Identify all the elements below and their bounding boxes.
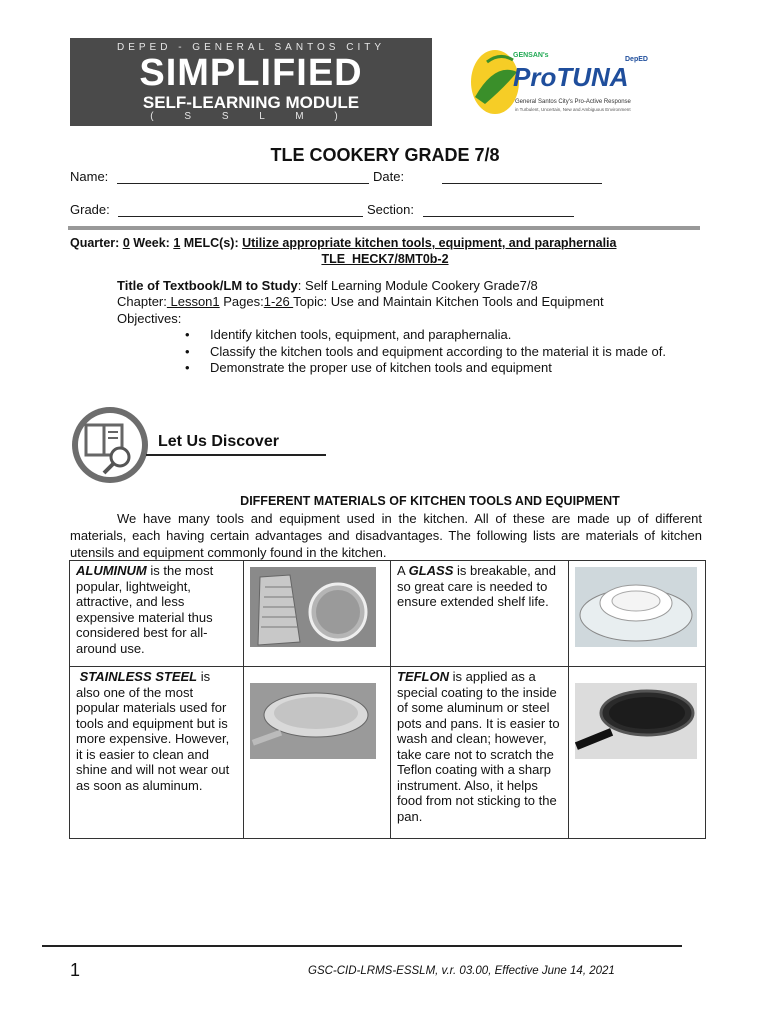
week-value: 1 (173, 236, 181, 250)
banner-main-text: SIMPLIFIED (139, 52, 363, 94)
logo-tuna: TUNA (556, 62, 629, 92)
week-label: Week: (133, 236, 170, 250)
textbook-label: Title of Textbook/LM to Study (117, 278, 298, 293)
logo-pro: Pro (513, 62, 557, 92)
banner-sslm-text: ( S S L M ) (150, 111, 352, 122)
textbook-value: : Self Learning Module Cookery Grade7/8 (297, 278, 538, 293)
melc-code: TLE_HECK7/8MT0b-2 (321, 252, 449, 266)
section-divider (68, 226, 700, 230)
chapter-line (117, 294, 717, 311)
textbook-line (117, 278, 717, 295)
chapter-value: Lesson1 (166, 294, 220, 309)
glass-image-cell (569, 561, 706, 667)
teflon-pan-image (575, 683, 697, 759)
objectives-list (185, 327, 705, 377)
objective-item: • Identify kitchen tools, equipment, and paraphernalia. (185, 327, 512, 342)
stainless-steel-cell: STAINLESS STEEL is also one of the most popular materials used for tools and equipment but is more expensive. However, it is easier to clean and shine and will not wear out as soon as aluminum. (70, 667, 244, 839)
document-title: TLE COOKERY GRADE 7/8 (270, 145, 500, 165)
banner-sub-text: SELF-LEARNING MODULE (142, 93, 360, 112)
date-field[interactable] (442, 171, 602, 184)
aluminum-image-cell (244, 561, 391, 667)
objective-item: • Classify the kitchen tools and equipment according to the material it is made of. (185, 343, 666, 359)
aluminum-grater-strainer-image (250, 567, 376, 647)
protuna-logo (465, 42, 655, 122)
section-title-underline (146, 454, 326, 456)
sslm-banner (70, 38, 432, 126)
quarter-label: Quarter: (70, 236, 120, 250)
pages-label: Pages: (219, 294, 264, 309)
section-field[interactable] (423, 204, 574, 217)
footer-code: GSC-CID-LRMS-ESSLM, v.r. 03.00, Effective June 14, 2021 (308, 965, 615, 977)
logo-protuna-text (513, 62, 629, 93)
grade-label: Grade: (70, 202, 110, 217)
logo-gensan-text: GENSAN's (513, 52, 549, 59)
stainless-pan-image (250, 683, 376, 759)
materials-table (69, 560, 706, 839)
quarter-line (70, 236, 710, 250)
book-search-icon (70, 405, 150, 485)
name-label: Name: (70, 169, 109, 184)
pages-value: 1-26 (263, 294, 294, 309)
stainless-image-cell (244, 667, 391, 839)
topic-label: Topic: (293, 294, 328, 309)
quarter-value: 0 (122, 236, 130, 250)
logo-tagline: General Santos City's Pro-Active Response (515, 99, 631, 105)
aluminum-cell: ALUMINUM is the most popular, lightweight, attractive, and less expensive material thus considered best for all-around use. (70, 561, 244, 667)
page-number: 1 (70, 960, 81, 980)
name-field[interactable] (117, 171, 369, 184)
melc-label: MELC(s): (183, 236, 239, 250)
objectives-label: Objectives: (117, 311, 182, 326)
materials-heading: DIFFERENT MATERIALS OF KITCHEN TOOLS AND EQUIPMENT (240, 494, 620, 508)
teflon-cell: TEFLON is applied as a special coating to the inside of some aluminum or steel pots and pans. It is easier to wash and clean; however, take care not to scratch the Teflon coating with a sharp instrument. Also, it helps food from not sticking to the pan. (391, 667, 569, 839)
grade-field[interactable] (118, 204, 363, 217)
topic-value: Use and Maintain Kitchen Tools and Equipment (327, 294, 604, 309)
chapter-label: Chapter: (117, 294, 167, 309)
table-row (70, 667, 706, 839)
materials-intro: We have many tools and equipment used in the kitchen. All of these are made up of different materials, each having certain advantages and disadvantages. The following lists are materials of kitchen utensils and equipment commonly found in the kitchen. (70, 511, 702, 560)
teflon-image-cell (569, 667, 706, 839)
section-label: Section: (367, 202, 414, 217)
glass-cell: A GLASS is breakable, and so great care is needed to ensure extended shelf life. (391, 561, 569, 667)
glass-bowls-image (575, 567, 697, 647)
section-title: Let Us Discover (158, 433, 279, 450)
table-row (70, 561, 706, 667)
melc-value: Utilize appropriate kitchen tools, equipment, and paraphernalia (242, 236, 617, 250)
logo-deped-text: DepED (625, 56, 648, 63)
footer-divider (42, 945, 682, 947)
banner-top-text: DEPED - GENERAL SANTOS CITY (116, 42, 386, 53)
objective-item: • Demonstrate the proper use of kitchen tools and equipment (185, 360, 552, 375)
logo-tagline-2: in Turbulent, Uncertain, New and Ambiguous Environment (515, 107, 631, 112)
date-label: Date: (373, 169, 405, 184)
